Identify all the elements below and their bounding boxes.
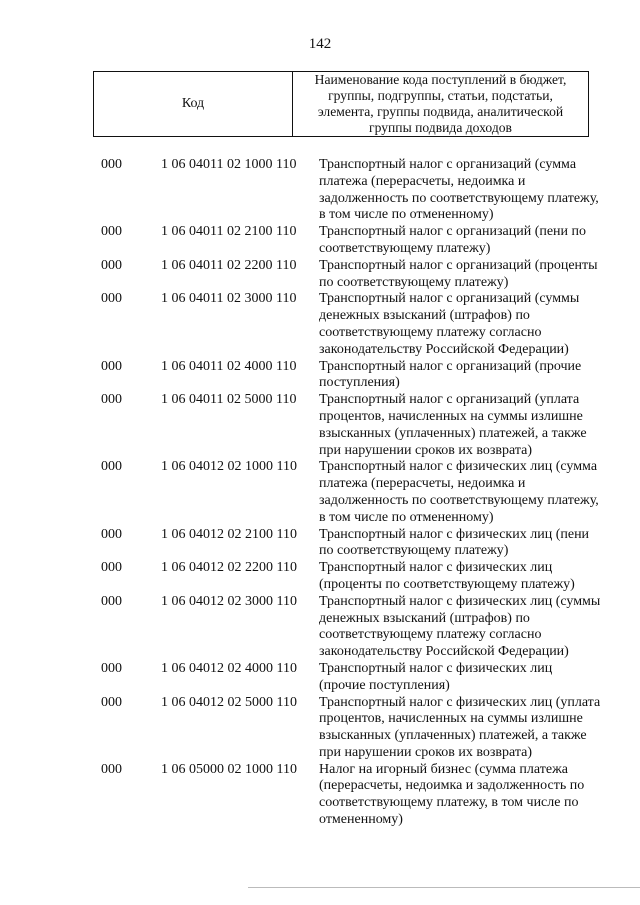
name-column-header: Наименование кода поступлений в бюджет, группы, подгруппы, статьи, подстатьи, элемента, группы подвида, аналитической группы подвида доходов (314, 72, 567, 135)
table-row (0, 594, 640, 661)
admin-code-cell: 000 (101, 459, 122, 475)
income-name-cell: Транспортный налог с физических лиц (суммы денежных взысканий (штрафов) по соответствующему платежу согласно законодательству Российской Федерации) (319, 593, 601, 660)
income-code-cell: 1 06 04011 02 1000 110 (161, 157, 297, 172)
table-header (93, 71, 589, 137)
income-name-cell: Транспортный налог с организаций (пени по соответствующему платежу) (319, 224, 587, 256)
income-code-cell: 1 06 04012 02 2100 110 (161, 526, 297, 542)
income-code-cell: 1 06 04011 02 4000 110 (161, 358, 297, 374)
admin-code-cell: 000 (101, 291, 122, 307)
income-name-cell: Транспортный налог с физических лиц (сумма платежа (перерасчеты, недоимка и задолженность по соответствующему платежу, в том числе по отмененному) (319, 459, 599, 525)
income-name-cell: Транспортный налог с организаций (сумма платежа (перерасчеты, недоимка и задолженность по соответствующему платежу, в том числе по отмененному) (319, 157, 599, 223)
admin-code-cell: 000 (101, 526, 122, 542)
admin-code-cell: 000 (101, 694, 122, 710)
income-code-cell: 1 06 04012 02 1000 110 (161, 459, 297, 475)
income-name-cell: Транспортный налог с организаций (уплата процентов, начисленных на суммы излишне взысканных (уплаченных) платежей, а также при нарушении сроков их возврата) (319, 392, 587, 458)
income-name-cell: Транспортный налог с физических лиц (пени по соответствующему платежу) (319, 526, 590, 559)
income-code-cell: 1 06 04012 02 5000 110 (161, 694, 297, 710)
income-name-cell: Транспортный налог с физических лиц (проценты по соответствующему платежу) (319, 560, 575, 592)
table-row (0, 392, 640, 459)
income-name-cell: Налог на игорный бизнес (сумма платежа (перерасчеты, недоимка и задолженность по соответствующему платежу, в том числе по отмененному) (319, 761, 585, 828)
table-row (0, 459, 640, 526)
income-name-cell: Транспортный налог с организаций (проценты по соответствующему платежу) (319, 257, 598, 290)
income-name-cell: Транспортный налог с физических лиц (уплата процентов, начисленных на суммы излишне взысканных (уплаченных) платежей, а также при нарушении сроков их возврата) (319, 694, 601, 760)
income-name-cell: Транспортный налог с физических лиц (прочие поступления) (319, 660, 553, 693)
income-code-cell: 1 06 04011 02 5000 110 (161, 392, 297, 408)
admin-code-cell: 000 (101, 560, 122, 576)
table-body (0, 157, 640, 829)
table-row (0, 157, 640, 224)
income-name-cell: Транспортный налог с организаций (прочие поступления) (319, 358, 582, 391)
income-code-cell: 1 06 04012 02 3000 110 (161, 593, 297, 609)
admin-code-cell: 000 (101, 761, 122, 777)
table-row (0, 762, 640, 829)
income-code-cell: 1 06 05000 02 1000 110 (161, 761, 297, 777)
income-code-cell: 1 06 04011 02 3000 110 (161, 291, 297, 307)
page-number: 142 (308, 36, 332, 52)
table-row (0, 258, 640, 292)
table-row (0, 661, 640, 695)
income-code-cell: 1 06 04011 02 2200 110 (161, 257, 297, 273)
income-name-cell: Транспортный налог с организаций (суммы денежных взысканий (штрафов) по соответствующему платежу согласно законодательству Российской Федерации) (319, 291, 580, 357)
code-column-header: Код (94, 72, 293, 136)
admin-code-cell: 000 (101, 257, 122, 273)
table-row (0, 527, 640, 561)
admin-code-cell: 000 (101, 157, 122, 172)
admin-code-cell: 000 (101, 392, 122, 408)
admin-code-cell: 000 (101, 660, 122, 676)
table-row (0, 560, 640, 594)
income-code-cell: 1 06 04012 02 2200 110 (161, 560, 297, 576)
admin-code-cell: 000 (101, 224, 122, 240)
table-row (0, 224, 640, 258)
table-row (0, 695, 640, 762)
income-code-cell: 1 06 04011 02 2100 110 (161, 224, 297, 240)
admin-code-cell: 000 (101, 358, 122, 374)
table-row (0, 291, 640, 358)
table-row (0, 359, 640, 393)
page-edge-line (248, 887, 640, 888)
income-code-cell: 1 06 04012 02 4000 110 (161, 660, 297, 676)
admin-code-cell: 000 (101, 593, 122, 609)
